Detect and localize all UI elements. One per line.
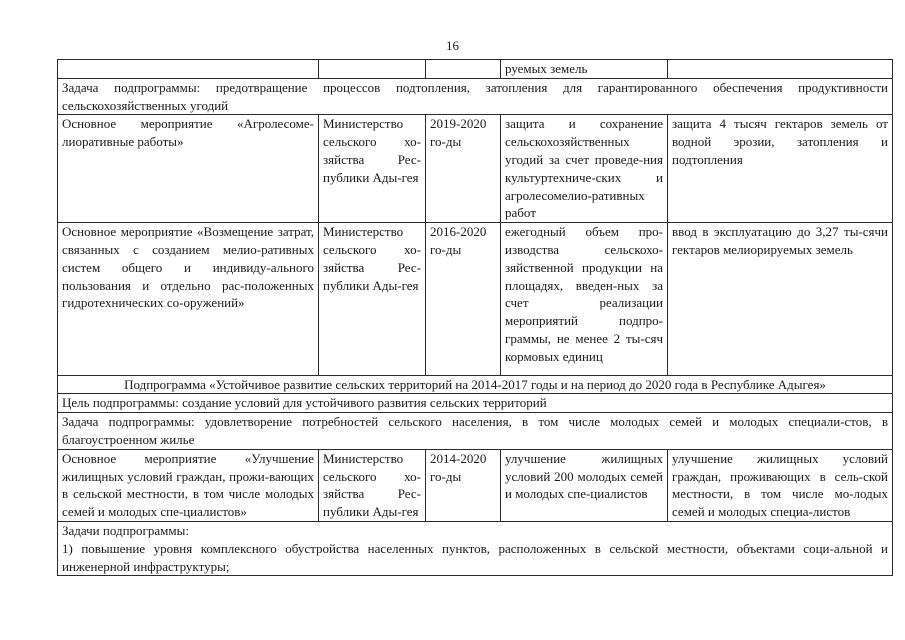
cell-empty [319, 60, 426, 79]
tasks-list [58, 521, 893, 575]
cell-empty [426, 60, 501, 79]
task-text: Задача подпрограммы: удовлетворение потребностей сельского населения, в том числе молодых семей и молодых специали-стов, в благоустроенном жилье [58, 413, 893, 450]
executor-cell: Министерство сельского хо-зяйства Рес-публики Ады-гея [319, 115, 426, 223]
period-cell: 2014-2020 го-ды [426, 449, 501, 521]
indicator-cell: ввод в эксплуатацию до 3,27 ты-сячи гектаров мелиорируемых земель [668, 223, 893, 375]
event-cell: Основное мероприятие «Возмещение затрат, связанных с созданием мелио-ративных систем общего и индивиду-ального пользования и отдельно рас-положенных гидротехнических со-оружений» [58, 223, 319, 375]
table-row [58, 449, 893, 521]
result-cell: руемых земель [501, 60, 668, 79]
task-row [58, 413, 893, 450]
task-text: Задача подпрограммы: предотвращение процессов подтопления, затопления для гарантированного обеспечения продуктивности сельскохозяйственных угодий [58, 78, 893, 115]
result-cell: ежегодный объем про-изводства сельскохо-зяйственной продукции на площадях, введен-ных за счет реализации мероприятий подпро-граммы, не менее 2 ты-сяч кормовых единиц [501, 223, 668, 375]
goal-row [58, 394, 893, 413]
event-cell: Основное мероприятие «Улучшение жилищных условий граждан, прожи-вающих в сельской местности, в том числе молодых семей и молодых спе-циалистов» [58, 449, 319, 521]
tasks-row [58, 521, 893, 575]
table-row [58, 223, 893, 375]
subprogram-title: Подпрограмма «Устойчивое развитие сельских территорий на 2014-2017 годы и на период до 2020 года в Республике Адыгея» [58, 375, 893, 394]
indicator-cell: защита 4 тысяч гектаров земель от водной эрозии, затопления и подтопления [668, 115, 893, 223]
indicator-cell: улучшение жилищных условий граждан, проживающих в сель-ской местности, в том числе мо-лодых семей и молодых специа-листов [668, 449, 893, 521]
program-table [57, 59, 893, 576]
period-cell: 2016-2020 го-ды [426, 223, 501, 375]
cell-empty [668, 60, 893, 79]
executor-cell: Министерство сельского хо-зяйства Рес-публики Ады-гея [319, 449, 426, 521]
event-cell: Основное мероприятие «Агролесоме-лиоративные работы» [58, 115, 319, 223]
period-cell: 2019-2020 го-ды [426, 115, 501, 223]
subprogram-row [58, 375, 893, 394]
tasks-heading: Задачи подпрограммы: [62, 522, 189, 538]
table-row [58, 60, 893, 79]
table-row [58, 115, 893, 223]
result-cell: защита и сохранение сельскохозяйственных угодий за счет проведе-ния культуртехниче-ских и агролесомелио-ративных работ [501, 115, 668, 223]
task-row [58, 78, 893, 115]
executor-cell: Министерство сельского хо-зяйства Рес-публики Ады-гея [319, 223, 426, 375]
task-item: 1) повышение уровня комплексного обустройства населенных пунктов, расположенных в сельской местности, объектами соци-альной и инженерной инфраструктуры; [62, 540, 888, 574]
cell-empty [58, 60, 319, 79]
goal-text: Цель подпрограммы: создание условий для устойчивого развития сельских территорий [58, 394, 893, 413]
result-cell: улучшение жилищных условий 200 молодых семей и молодых спе-циалистов [501, 449, 668, 521]
page-number: 16 [446, 38, 459, 53]
